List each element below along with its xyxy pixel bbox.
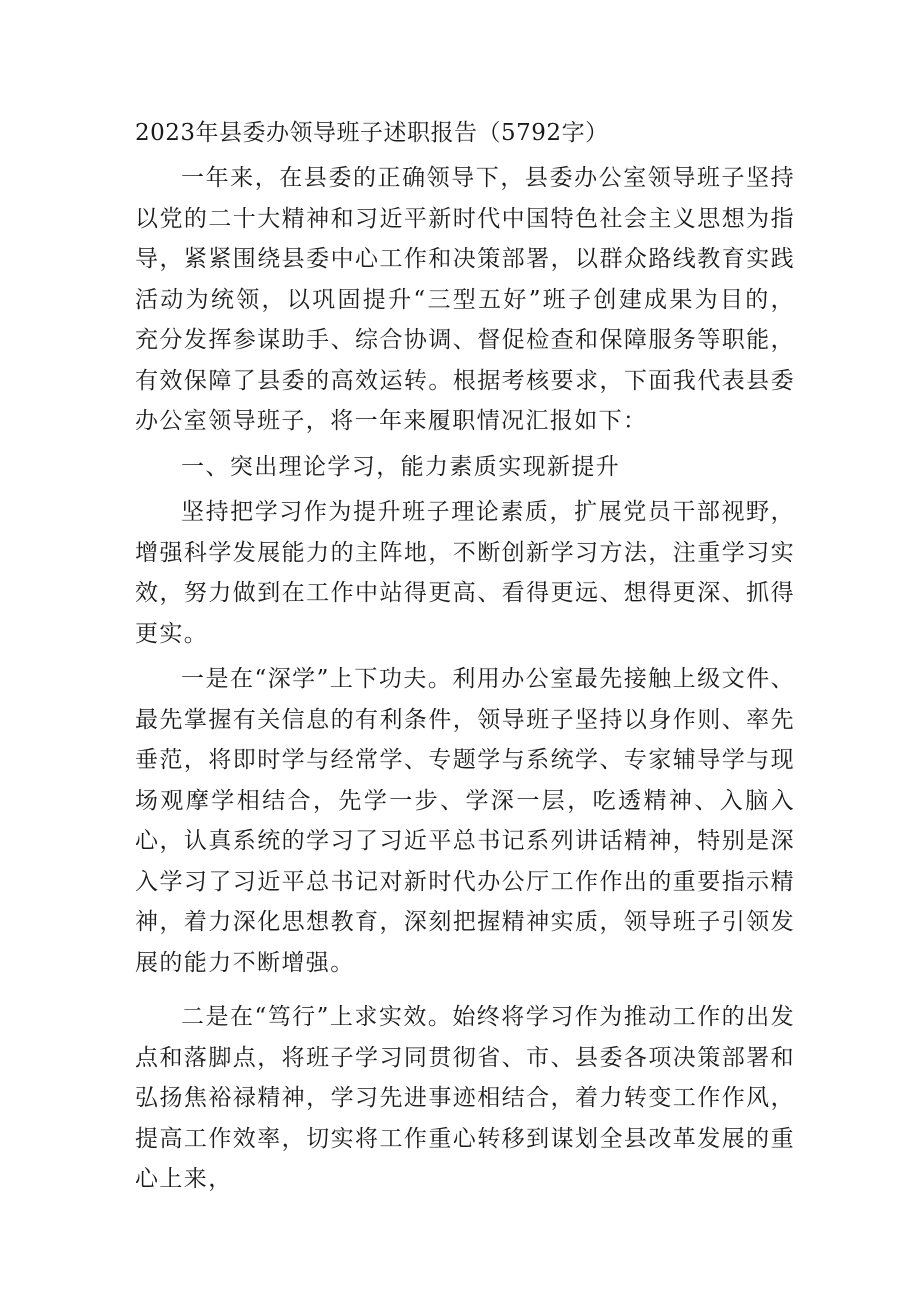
document-body [135,158,795,1200]
paragraph-intro: 一年来，在县委的正确领导下，县委办公室领导班子坚持以党的二十大精神和习近平新时代中国特色社会主义思想为指导，紧紧围绕县委中心工作和决策部署，以群众路线教育实践活动为统领，以巩固提升“三型五好”班子创建成果为目的，充分发挥参谋助手、综合协调、督促检查和保障服务等职能，有效保障了县委的高效运转。根据考核要求，下面我代表县委办公室领导班子，将一年来履职情况汇报如下： [135,165,795,434]
paragraph-section-1: 坚持把学习作为提升班子理论素质，扩展党员干部视野，增强科学发展能力的主阵地，不断创新学习方法，注重学习实效，努力做到在工作中站得更高、看得更远、想得更深、抓得更实。 [135,499,795,647]
section-heading-1: 一、突出理论学习，能力素质实现新提升 [181,453,621,480]
document-title: 2023年县委办领导班子述职报告（5792字） [135,120,609,146]
paragraph-practice: 二是在“笃行”上求实效。始终将学习作为推动工作的出发点和落脚点，将班子学习同贯彻省、市、县委各项决策部署和弘扬焦裕禄精神，学习先进事迹相结合，着力转变工作作风，提高工作效率，切实将工作重心转移到谋划全县改革发展的重心上来， [135,1004,795,1192]
paragraph-deep-study: 一是在“深学”上下功夫。利用办公室最先接触上级文件、最先掌握有关信息的有利条件，领导班子坚持以身作则、率先垂范，将即时学与经常学、专题学与系统学、专家辅导学与现场观摩学相结合，先学一步、学深一层，吃透精神、入脑入心，认真系统的学习了习近平总书记系列讲话精神，特别是深入学习了习近平总书记对新时代办公厅工作作出的重要指示精神，着力深化思想教育，深刻把握精神实质，领导班子引领发展的能力不断增强。 [135,666,795,976]
